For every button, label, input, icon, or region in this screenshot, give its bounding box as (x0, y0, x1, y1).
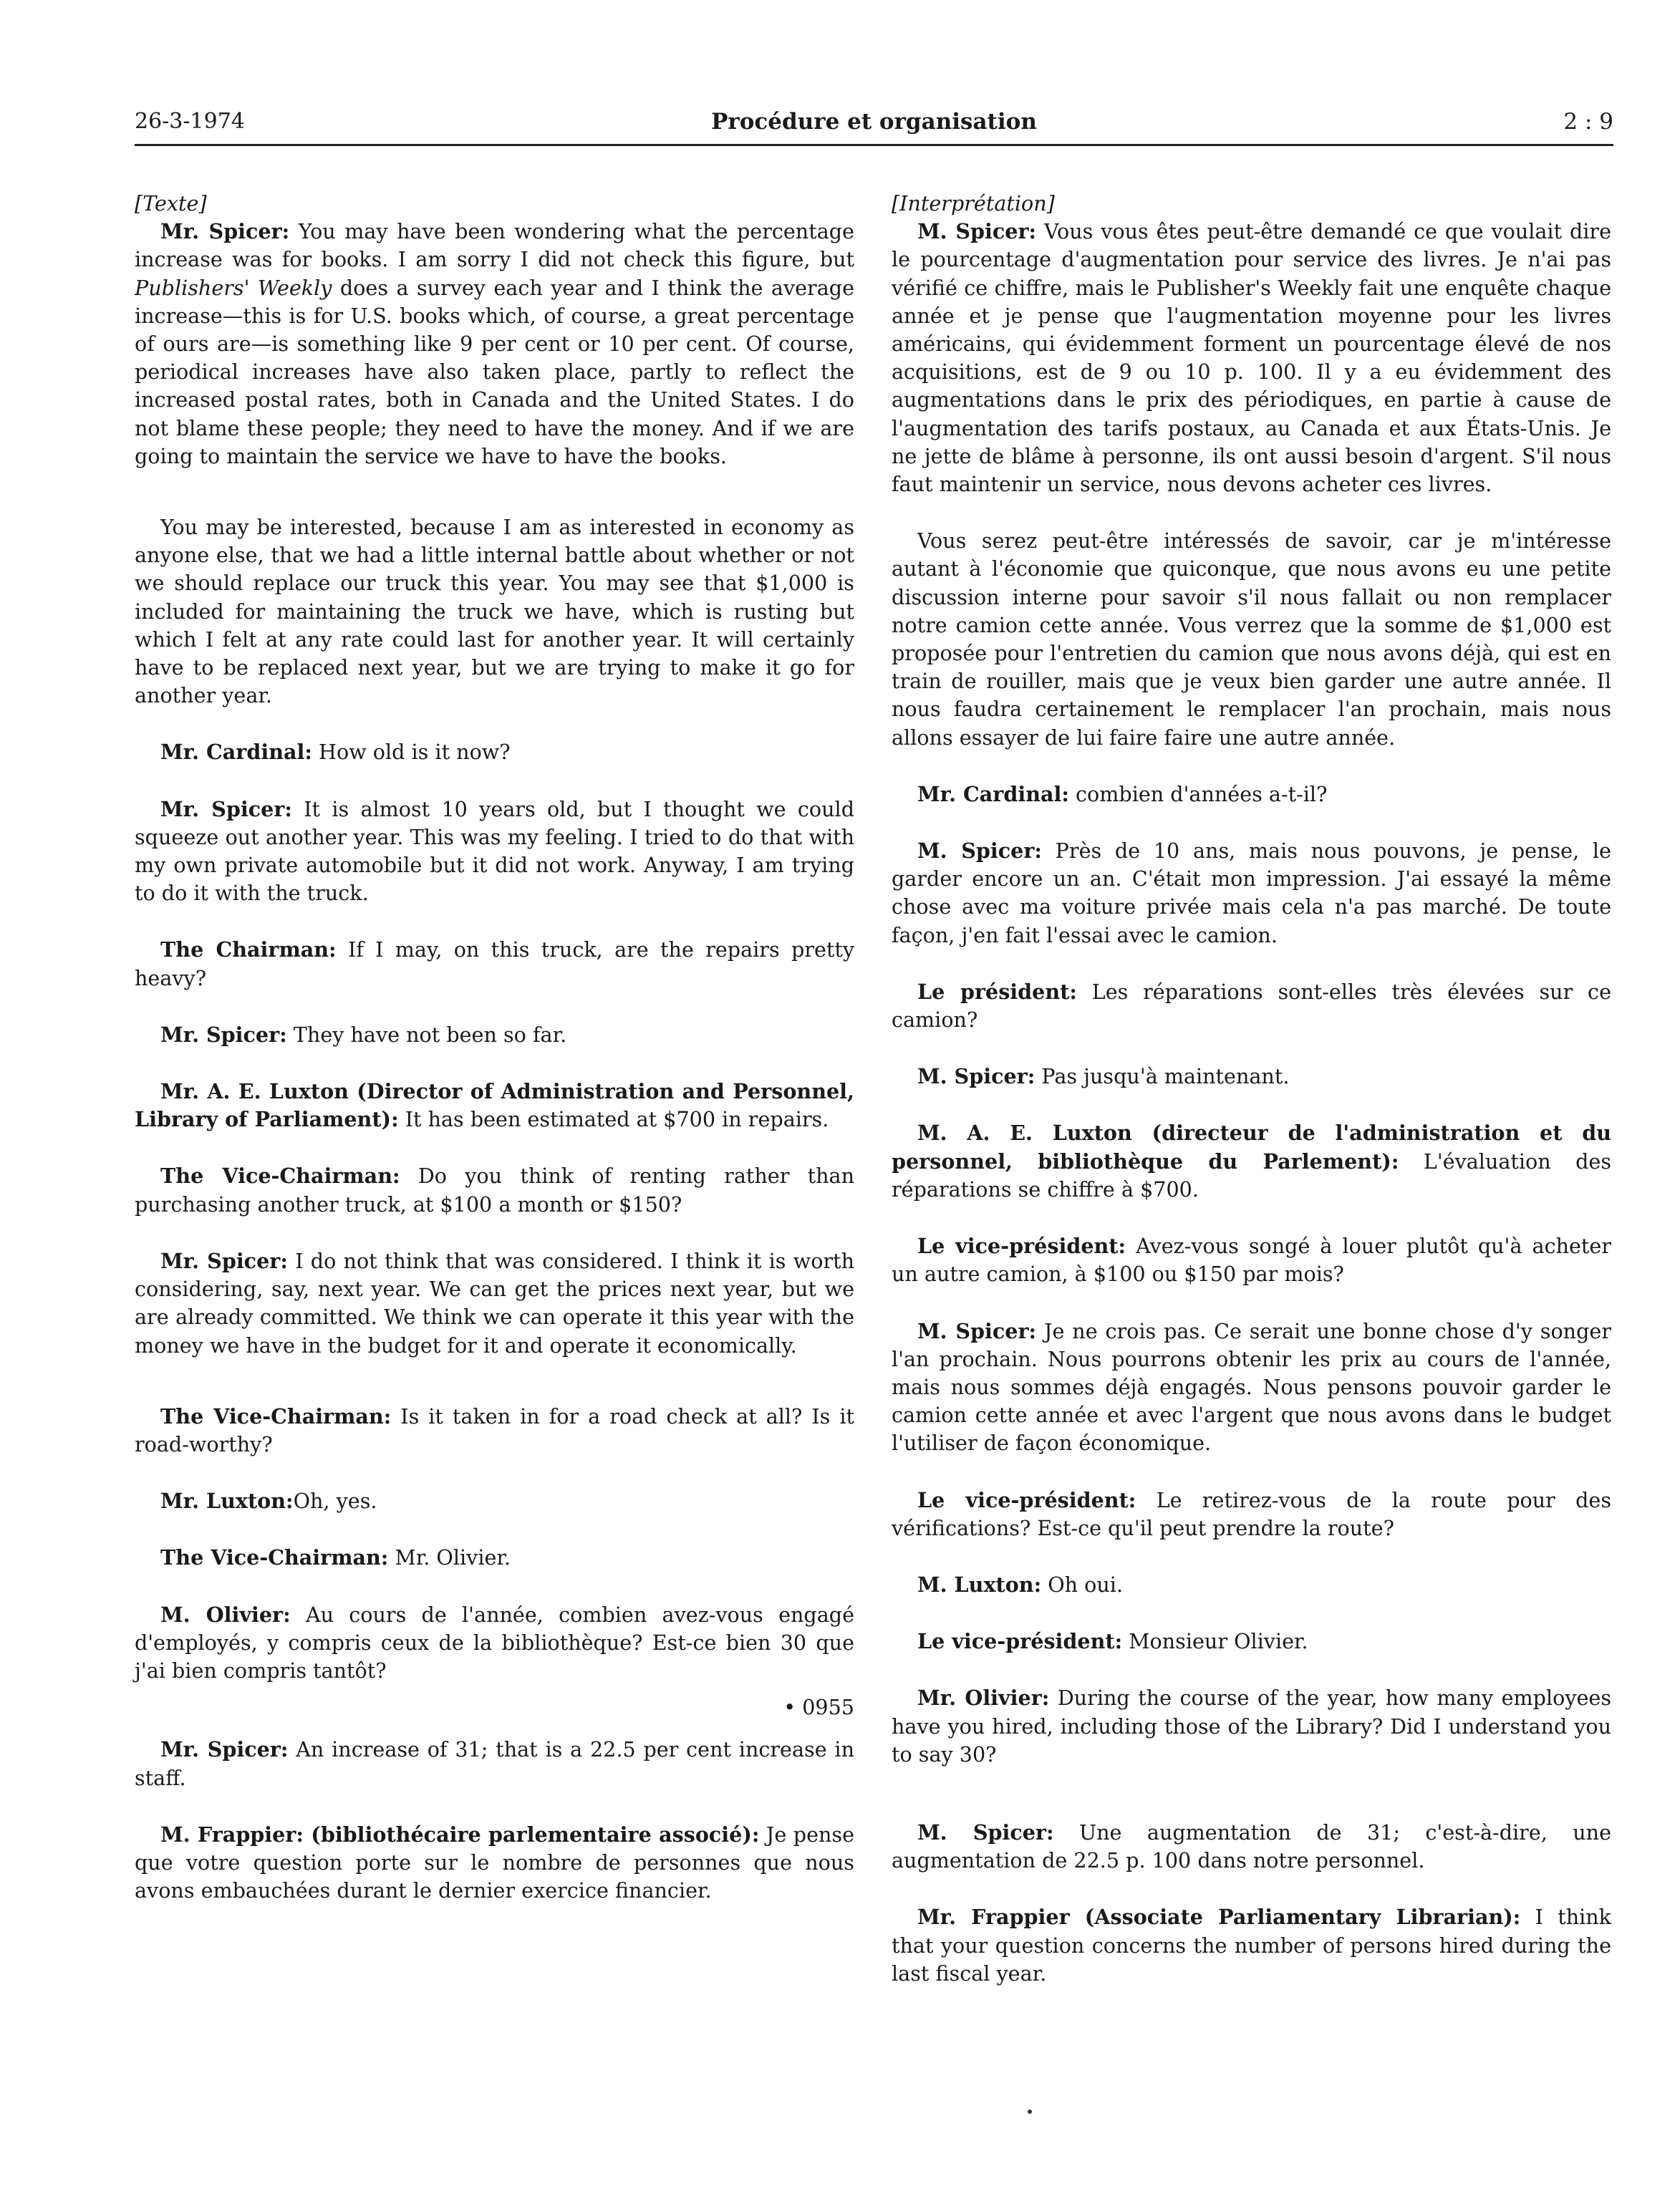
paragraph (892, 1571, 1611, 1599)
speech: During the course of the year, how many employees have you hired, including those of the Library? Did I understand you to say 30? (892, 1686, 1612, 1767)
speech: Les réparations sont-elles très élevées sur ce camion? (892, 979, 1611, 1033)
speech: It has been estimated at $700 in repairs. (405, 1107, 829, 1132)
speech: Au cours de l'année, combien avez-vous engagé d'employés, y compris ceux de la bibliothèque? Est-ce bien 30 que j'ai bien compris tantôt? (135, 1602, 855, 1683)
speaker: Mr. Frappier (Associate Parliamentary Librarian): (917, 1905, 1521, 1930)
speech: Vous vous êtes peut-être demandé ce que voulait dire le pourcentage d'augmentation pour service des livres. Je n'ai pas vérifié ce chiffre, mais le Publisher's Weekly fait une enquête chaque année et je pense que l'augmentation moyenne pour les livres américains, qui évidemment forment un pourcentage élevé de nos acquisitions, est de 9 ou 10 p. 100. Il y a eu évidemment des augmentations dans le prix des périodiques, en partie à cause de l'augmentation des tarifs postaux, au Canada et aux États-Unis. Je ne jette de blâme à personne, ils ont aussi besoin d'argent. S'il nous faut maintenir un service, nous devons acheter ces livres. (892, 219, 1611, 497)
right-column (892, 190, 1611, 2016)
speaker: M. Spicer: (917, 219, 1037, 244)
speaker: Mr. A. E. Luxton (Director of Administration and Personnel, Library of Parliament): (135, 1079, 854, 1132)
language-tag: [Interprétation] (892, 191, 1055, 216)
page-header (135, 109, 1613, 145)
paragraph (135, 1078, 854, 1134)
paragraph (135, 1403, 854, 1459)
speech: An increase of 31; that is a 22.5 per cent increase in staff. (135, 1737, 854, 1790)
speech: How old is it now? (319, 740, 511, 765)
paragraph (892, 1487, 1611, 1542)
paragraph (892, 218, 1611, 498)
paragraph (892, 837, 1611, 949)
paragraph: You may be interested, because I am as interested in economy as anyone else, that we had a little internal battle about whether or not we should replace our truck this year. You may see that $1,000 is included for maintaining the truck we have, which is rusting but which I felt at any rate could last for another year. It will certainly have to be replaced next year, but we are trying to make it go for another year. (135, 515, 854, 708)
paragraph (135, 1247, 854, 1360)
header-title: Procédure et organisation (711, 109, 1037, 135)
speaker: Le vice-président: (917, 1234, 1126, 1259)
paragraph (135, 1601, 854, 1686)
header-page-number: 2 : 9 (1563, 109, 1613, 135)
paragraph (892, 1903, 1611, 1988)
speaker: The Vice-Chairman: (160, 1545, 389, 1570)
speech: Pas jusqu'à maintenant. (1041, 1064, 1290, 1089)
time-marker: • 0955 (783, 1695, 854, 1720)
speaker: Mr. Spicer: (160, 1737, 289, 1762)
header-date: 26-3-1974 (135, 109, 245, 134)
speaker: M. Spicer: (917, 1820, 1054, 1845)
header-rule (135, 144, 1613, 146)
speaker: Mr. Olivier: (917, 1686, 1050, 1711)
speech: Je ne crois pas. Ce serait une bonne chose d'y songer l'an prochain. Nous pourrons obtenir les prix au cours de l'année, mais nous sommes déjà engagés. Nous pensons pouvoir garder le camion cette année et avec l'argent que nous avons dans le budget l'utiliser de façon économique. (892, 1318, 1611, 1456)
language-tag: [Texte] (135, 191, 207, 216)
paragraph (892, 1684, 1611, 1769)
paragraph (892, 978, 1611, 1034)
paragraph (892, 1819, 1611, 1875)
paragraph (892, 1119, 1611, 1204)
paragraph (135, 1487, 854, 1515)
paragraph (135, 1162, 854, 1218)
paragraph (135, 796, 854, 908)
paragraph (892, 1232, 1611, 1288)
speech: They have not been so far. (293, 1022, 567, 1047)
speaker: M. A. E. Luxton (directeur de l'administration et du personnel, bibliothèque du Parlement): (892, 1121, 1611, 1174)
speech: Monsieur Olivier. (1129, 1629, 1308, 1654)
speech: Do you think of renting rather than purchasing another truck, at $100 a month or $150? (135, 1164, 855, 1217)
speech: Je pense que votre question porte sur le nombre de personnes que nous avons embauchées durant le dernier exercice financier. (135, 1822, 854, 1903)
speech: Oh oui. (1048, 1572, 1124, 1597)
speaker: Le président: (917, 979, 1077, 1004)
paragraph (135, 738, 854, 766)
speech: Avez-vous songé à louer plutôt qu'à acheter un autre camion, à $100 ou $150 par mois? (892, 1234, 1611, 1287)
speech: Mr. Olivier. (395, 1545, 511, 1570)
paragraph (135, 218, 854, 470)
speaker: M. Frappier: (bibliothécaire parlementaire associé): (160, 1822, 760, 1847)
speech: L'évaluation des réparations se chiffre à $700. (892, 1149, 1611, 1202)
speaker: Mr. Spicer: (160, 219, 290, 244)
speech: Is it taken in for a road check at all? Is it road-worthy? (135, 1403, 854, 1456)
speech: It is almost 10 years old, but I thought we could squeeze out another year. This was my feeling. I tried to do that with my own private automobile but it did not work. Anyway, I am trying to do it with the truck. (135, 796, 854, 906)
speaker: Mr. Spicer: (160, 1248, 288, 1273)
speaker: Le vice-président: (917, 1629, 1123, 1654)
speech: You may have been wondering what the percentage increase was for books. I am sorry I did not check this figure, but (135, 219, 854, 272)
paragraph (892, 1318, 1611, 1458)
speaker: Mr. Cardinal: (160, 740, 312, 765)
speaker: M. Spicer: (917, 839, 1042, 864)
paragraph (892, 1628, 1611, 1656)
speaker: M. Spicer: (917, 1064, 1035, 1089)
paragraph (892, 1063, 1611, 1091)
speech: Une augmentation de 31; c'est-à-dire, une augmentation de 22.5 p. 100 dans notre personnel. (892, 1820, 1612, 1873)
left-column (135, 190, 854, 1933)
paragraph (135, 1821, 854, 1905)
speaker: Mr. Spicer: (160, 1022, 287, 1047)
speech: If I may, on this truck, are the repairs pretty heavy? (135, 937, 855, 990)
speech: Près de 10 ans, mais nous pouvons, je pense, le garder encore un an. C'était mon impression. J'ai essayé la même chose avec ma voiture privée mais cela n'a pas marché. De toute façon, j'en fait l'essai avec le camion. (892, 839, 1611, 947)
paragraph (135, 1736, 854, 1792)
speech: I think that your question concerns the number of persons hired during the last fiscal year. (892, 1905, 1611, 1986)
paragraph: Vous serez peut-être intéressés de savoir, car je m'intéresse autant à l'économie que quiconque, que nous avons eu une petite discussion interne pour savoir s'il nous fallait ou non remplacer notre camion cette année. Vous verrez que la somme de $1,000 est proposée pour l'entretien du camion que nous avons déjà, qui est en train de rouiller, mais que je veux bien garder une autre année. Il nous faudra certainement le remplacer l'an prochain, mais nous allons essayer de lui faire faire une autre année. (892, 528, 1611, 750)
speaker: M. Olivier: (160, 1602, 291, 1627)
speaker: Le vice-président: (917, 1487, 1136, 1512)
speech: I do not think that was considered. I think it is worth considering, say, next year. We can get the prices next year, but we are already committed. We think we can operate it this year with the money we have in the budget for it and operate it economically. (135, 1248, 855, 1358)
speech: Le retirez-vous de la route pour des vérifications? Est-ce qu'il peut prendre la route? (892, 1487, 1612, 1540)
speaker: The Chairman: (160, 937, 337, 962)
speaker: Mr. Spicer: (160, 796, 292, 821)
speaker: Mr. Cardinal: (917, 781, 1069, 806)
paragraph (135, 936, 854, 992)
speaker: The Vice-Chairman: (160, 1164, 400, 1189)
speaker: M. Luxton: (917, 1572, 1042, 1597)
speech: does a survey each year and I think the average increase—this is for U.S. books which, of course, a great percentage of ours are—is something like 9 per cent or 10 per cent. Of course, periodical increases have also taken place, partly to reflect the increased postal rates, both in Canada and the United States. I do not blame these people; they need to have the money. And if we are going to maintain the service we have to have the books. (135, 275, 854, 468)
publication-title: Publishers' Weekly (135, 275, 332, 300)
speaker: The Vice-Chairman: (160, 1403, 392, 1429)
page-mark (1028, 2110, 1032, 2114)
paragraph (135, 1544, 854, 1572)
speech: combien d'années a-t-il? (1076, 781, 1328, 806)
speaker: M. Spicer: (917, 1318, 1037, 1343)
paragraph (892, 781, 1611, 808)
speaker: Mr. Luxton: (160, 1489, 294, 1514)
paragraph (135, 1021, 854, 1049)
speech: Oh, yes. (293, 1489, 377, 1514)
